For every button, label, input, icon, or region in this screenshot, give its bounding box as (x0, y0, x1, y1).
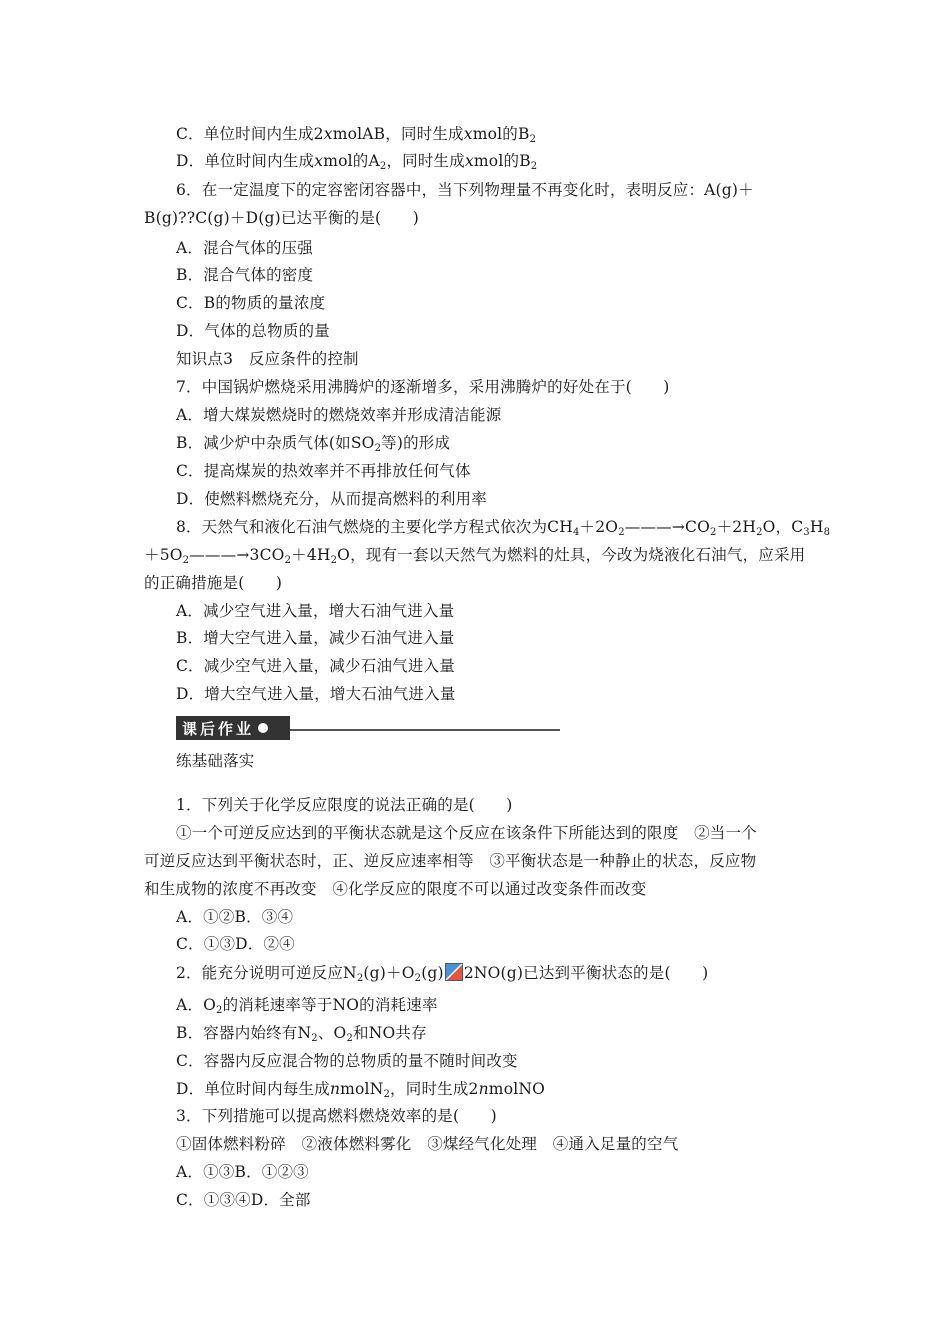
hw-q1-options-ab: A．①②B．③④ (176, 908, 294, 926)
hw-q3-options-ab: A．①③B．①②③ (176, 1163, 309, 1181)
q8-stem-3: 的正确措施是( ) (144, 574, 283, 592)
q8-stem-2: $+5O_2———\to 3CO_2+4H_2O$，现有一套以天然气为燃料的灶具，今改为烧液化石油气，应采用 (144, 546, 806, 566)
q8-option-a: A．减少空气进入量，增大石油气进入量 (176, 602, 455, 620)
hw-q3-statements: ①固体燃料粉碎 ②液体燃料雾化 ③煤经气化处理 ④通入足量的空气 (176, 1135, 679, 1153)
q7-option-a: A．增大煤炭燃烧时的燃烧效率并形成清洁能源 (176, 406, 502, 424)
banner-divider-line (290, 729, 560, 731)
q7-option-d: D．使燃料燃烧充分，从而提高燃料的利用率 (176, 490, 487, 508)
q7-option-b: B．减少炉中杂质气体(如$SO_2$等)的形成 (176, 434, 451, 454)
reversible-arrow-icon (445, 963, 463, 981)
q5-option-d: D．单位时间内生成xmol的$A_2$，同时生成xmol的$B_2$ (176, 152, 538, 172)
q6-option-b: B．混合气体的密度 (176, 266, 314, 284)
hw-q3-stem: 3．下列措施可以提高燃料燃烧效率的是( ) (176, 1107, 497, 1125)
hw-q3-options-cd: C．①③④D．全部 (176, 1191, 311, 1209)
knowledge-point-3: 知识点3 反应条件的控制 (176, 350, 359, 368)
q5-option-c: C．单位时间内生成2xmolAB，同时生成xmol的$B_2$ (176, 125, 537, 145)
hw-q2-option-b: B．容器内始终有$N_2$、$O_2$和NO共存 (176, 1024, 427, 1044)
q8-option-d: D．增大空气进入量，增大石油气进入量 (176, 685, 456, 703)
q6-stem-1: 6．在一定温度下的定容密闭容器中，当下列物理量不再变化时，表明反应：A(g)＋ (176, 181, 754, 199)
hw-q1-statements-1: ①一个可逆反应达到的平衡状态就是这个反应在该条件下所能达到的限度 ②当一个 (176, 824, 757, 842)
hw-q2-option-c: C．容器内反应混合物的总物质的量不随时间改变 (176, 1052, 518, 1070)
hw-q2-option-a: A．$O_2$的消耗速率等于NO的消耗速率 (176, 996, 438, 1016)
hw-q1-options-cd: C．①③D．②④ (176, 935, 295, 953)
q8-option-b: B．增大空气进入量，减少石油气进入量 (176, 629, 455, 647)
hw-q2-option-d: D．单位时间内每生成nmolN$_2$，同时生成2nmolNO (176, 1080, 546, 1100)
q7-option-c: C．提高煤炭的热效率并不再排放任何气体 (176, 462, 471, 480)
q6-option-a: A．混合气体的压强 (176, 239, 313, 257)
hw-q1-statements-2: 可逆反应达到平衡状态时，正、逆反应速率相等 ③平衡状态是一种静止的状态，反应物 (144, 852, 757, 870)
homework-banner-label: 课后作业 (176, 716, 290, 740)
q8-option-c: C．减少空气进入量，减少石油气进入量 (176, 657, 455, 675)
q6-stem-2: B(g)??C(g)＋D(g)已达平衡的是( ) (144, 209, 419, 227)
q6-option-c: C．B的物质的量浓度 (176, 294, 326, 312)
q7-stem: 7．中国锅炉燃烧采用沸腾炉的逐渐增多，采用沸腾炉的好处在于( ) (176, 378, 670, 396)
homework-section-banner (176, 716, 290, 740)
hw-q1-statements-3: 和生成物的浓度不再改变 ④化学反应的限度不可以通过改变条件而改变 (144, 880, 647, 898)
q6-option-d: D．气体的总物质的量 (176, 322, 330, 340)
section-subtitle: 练基础落实 (176, 752, 255, 770)
hw-q2-stem: 2．能充分说明可逆反应$N_2(g)+O_2(g)$ 2NO(g)已达到平衡状态的是( ) (176, 964, 709, 984)
q8-stem-1: 8．天然气和液化石油气燃烧的主要化学方程式依次为$CH_4+2O_2———\to CO_2+2H_2O$，$C_3H_8$ (176, 518, 831, 538)
bullet-dot-icon (258, 723, 268, 733)
hw-q1-stem: 1．下列关于化学反应限度的说法正确的是( ) (176, 796, 513, 814)
